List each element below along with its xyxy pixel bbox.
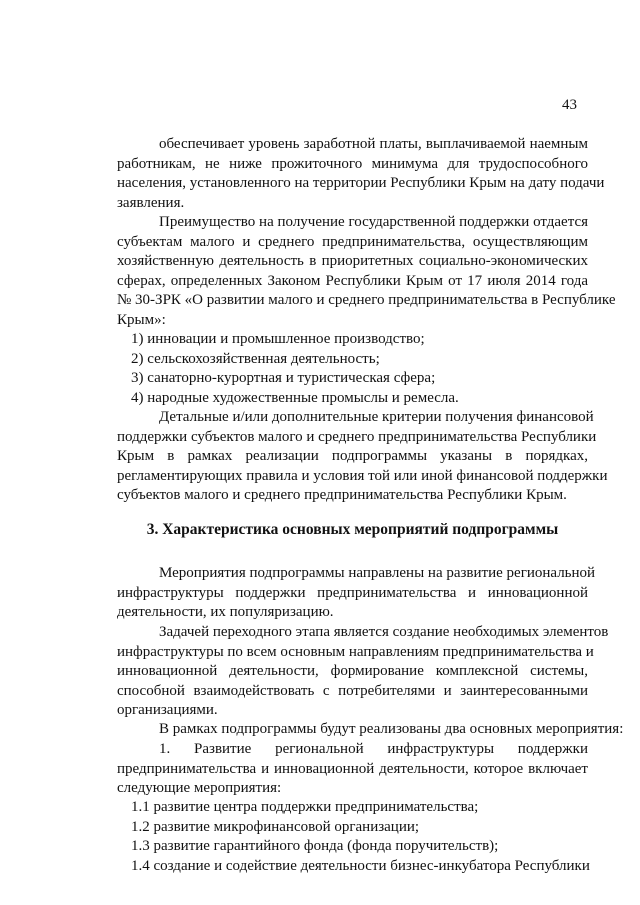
list-item: 1.1 развитие центра поддержки предпринимательства; xyxy=(131,799,479,815)
text-line: субъектам малого и среднего предпринимательства, осуществляющим xyxy=(117,233,588,250)
text-line: деятельности, их популяризацию. xyxy=(117,604,334,620)
paragraph-wage-condition xyxy=(117,135,605,213)
section-heading: 3. Характеристика основных мероприятий подпрограммы xyxy=(146,521,559,538)
list-item: 1.2 развитие микрофинансовой организации; xyxy=(131,818,420,835)
text-line: Крым»: xyxy=(117,311,166,328)
list-item: 1) инновации и промышленное производство; xyxy=(131,331,425,347)
text-line: инфраструктуры по всем основным направлениям предпринимательства и xyxy=(117,643,594,660)
paragraph-transition-task xyxy=(117,623,609,721)
paragraph-criteria xyxy=(117,408,608,506)
text-line: Задачей переходного этапа является создание необходимых элементов xyxy=(159,624,609,640)
text-line: Мероприятия подпрограммы направлены на развитие региональной xyxy=(159,565,596,581)
text-line: населения, установленного на территории Республики Крым на дату подачи xyxy=(117,175,605,191)
text-line: способной взаимодействовать с потребителями и заинтересованными xyxy=(117,682,588,699)
text-line: субъектов малого и среднего предпринимательства Республики Крым. xyxy=(117,487,567,503)
list-item: 1.3 развитие гарантийного фонда (фонда поручительств); xyxy=(131,838,499,854)
page-number: 43 xyxy=(562,97,577,113)
text-line: инфраструктуры поддержки предпринимательства и инновационной xyxy=(117,584,588,601)
list-item: 1.4 создание и содействие деятельности бизнес-инкубатора Республики xyxy=(131,857,590,874)
text-line: организациями. xyxy=(117,702,218,718)
text-line: работникам, не ниже прожиточного минимума для трудоспособного xyxy=(117,155,588,172)
priority-list xyxy=(117,330,588,408)
text-line: поддержки субъектов малого и среднего предпринимательства Республики xyxy=(117,428,597,445)
list-item: 2) сельскохозяйственная деятельность; xyxy=(131,350,380,367)
text-line: следующие мероприятия: xyxy=(117,780,282,796)
text-line: заявления. xyxy=(117,194,185,211)
paragraph-activities-goal xyxy=(117,564,596,623)
text-line: предпринимательства и инновационной деятельности, которое включает xyxy=(117,760,588,777)
text-line: Детальные и/или дополнительные критерии получения финансовой xyxy=(159,409,594,425)
text-line: обеспечивает уровень заработной платы, выплачиваемой наемным xyxy=(159,136,588,152)
text-line: В рамках подпрограммы будут реализованы два основных мероприятия: xyxy=(159,721,624,737)
text-line: хозяйственную деятельность в приоритетных социально-экономических xyxy=(117,253,588,269)
text-line: инновационной деятельности, формирование комплексной системы, xyxy=(117,663,588,679)
list-item: 4) народные художественные промыслы и ремесла. xyxy=(131,389,459,406)
text-line: сферах, определенных Законом Республики Крым от 17 июля 2014 года xyxy=(117,272,588,289)
text-line: регламентирующих правила и условия той или иной финансовой поддержки xyxy=(117,467,608,484)
paragraph-priority xyxy=(117,213,616,330)
text-line: № 30-ЗРК «О развитии малого и среднего предпринимательства в Республике xyxy=(117,292,616,308)
list-item: 3) санаторно-курортная и туристическая сфера; xyxy=(131,370,436,386)
sub-activity-list xyxy=(117,798,588,876)
activity-item-1 xyxy=(117,740,588,799)
text-line: 1. Развитие региональной инфраструктуры поддержки xyxy=(159,741,588,757)
paragraph-two-activities xyxy=(117,720,624,740)
text-line: Крым в рамках реализации подпрограммы указаны в порядках, xyxy=(117,448,588,464)
text-line: Преимущество на получение государственной поддержки отдается xyxy=(159,214,588,230)
